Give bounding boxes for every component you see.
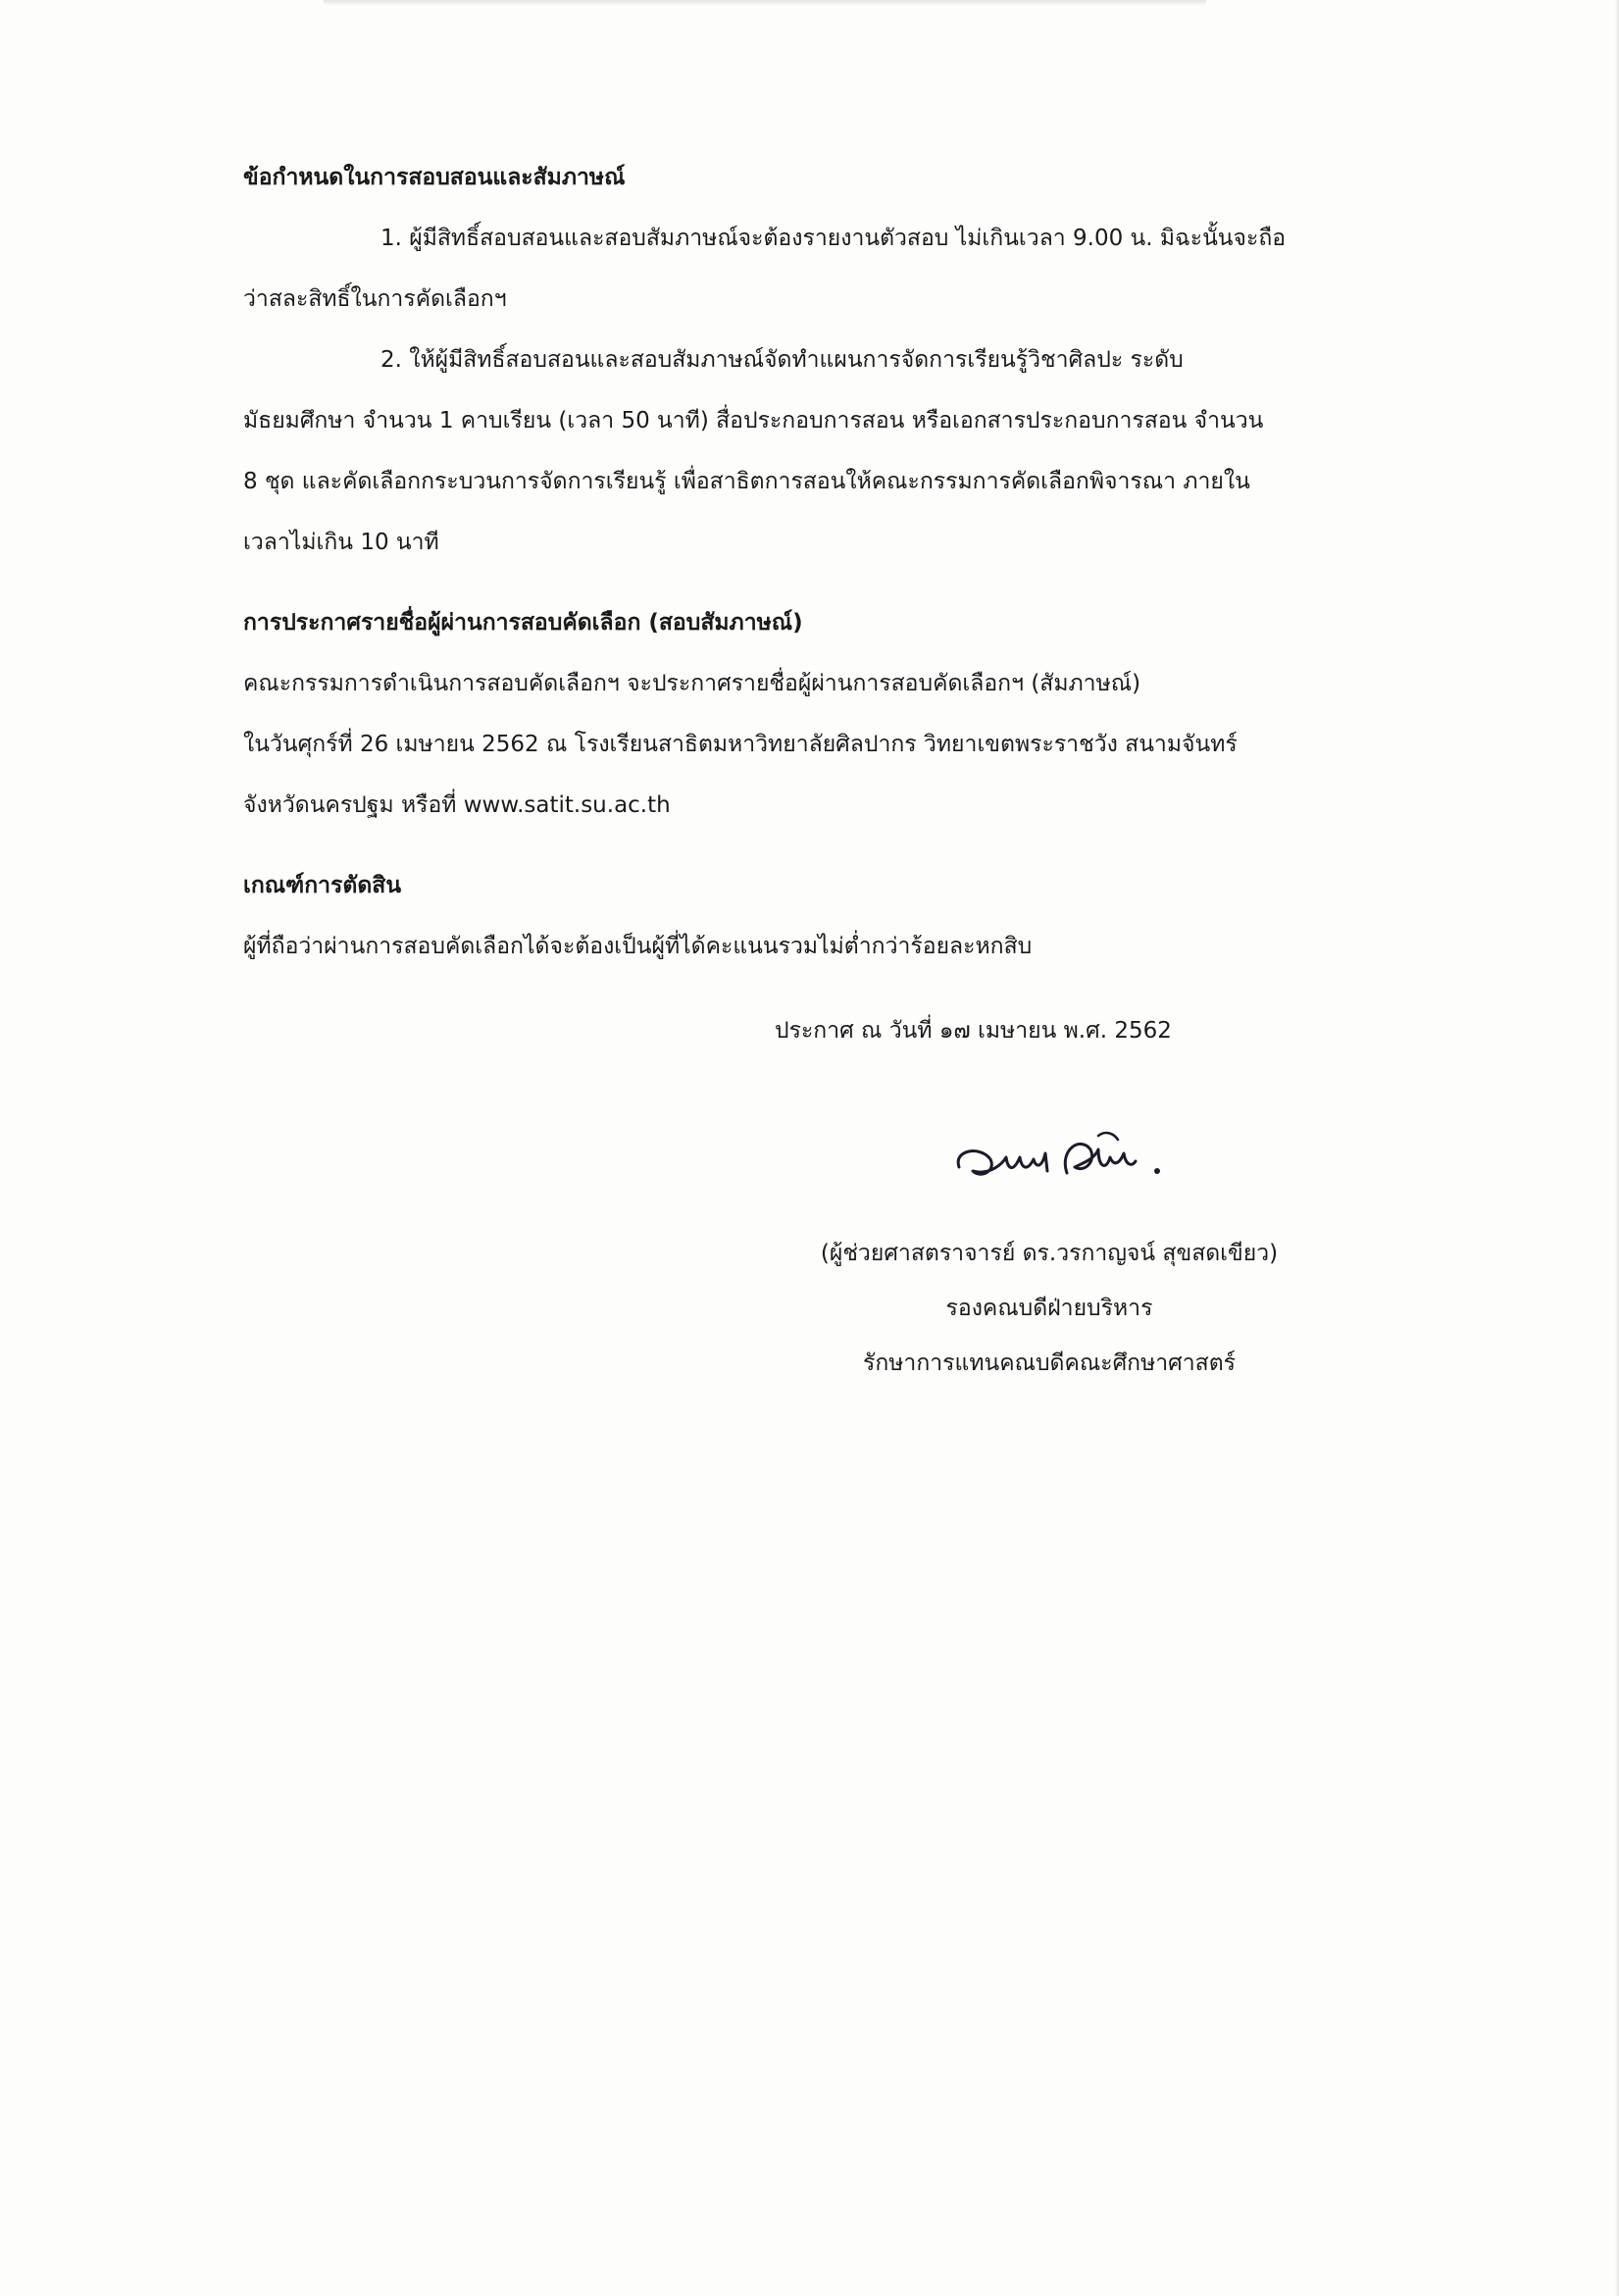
scan-shadow-top — [324, 0, 1206, 6]
signatory-name: (ผู้ช่วยศาสตราจารย์ ดร.วรกาญจน์ สุขสดเขียว) — [820, 1241, 1279, 1266]
announcement-line-3: จังหวัดนครปฐม หรือที่ www.satit.su.ac.th — [243, 792, 671, 818]
spacer — [243, 836, 1391, 855]
signatory-position-1: รองคณบดีฝ่ายบริหาร — [945, 1296, 1153, 1321]
criteria-heading: เกณฑ์การตัดสิน — [243, 873, 402, 898]
requirement-2-line-1: 2. ให้ผู้มีสิทธิ์สอบสอนและสอบสัมภาษณ์จัดทำแผนการจัดการเรียนรู้วิชาศิลปะ ระดับ — [380, 347, 1184, 373]
requirement-2-line-3: 8 ชุด และคัดเลือกกระบวนการจัดการเรียนรู้ เพื่อสาธิตการสอนให้คณะกรรมการคัดเลือกพิจารณา ภายใน — [243, 469, 1250, 494]
signatory-details — [775, 1226, 1324, 1391]
announcement-date: ประกาศ ณ วันที่ ๑๗ เมษายน พ.ศ. 2562 — [775, 1018, 1172, 1044]
announcement-line-1: คณะกรรมการดำเนินการสอบคัดเลือกฯ จะประกาศรายชื่อผู้ผ่านการสอบคัดเลือกฯ (สัมภาษณ์) — [243, 671, 1141, 696]
signature-block — [775, 1000, 1324, 1376]
handwritten-signature — [951, 1128, 1167, 1197]
spacer — [243, 573, 1391, 592]
scan-shadow-right — [1615, 0, 1619, 2296]
requirements-heading: ข้อกำหนดในการสอบสอนและสัมภาษณ์ — [243, 165, 626, 190]
document-body — [243, 147, 1391, 977]
requirement-2-line-4: เวลาไม่เกิน 10 นาที — [243, 530, 439, 555]
signatory-position-2: รักษาการแทนคณบดีคณะศึกษาศาสตร์ — [862, 1351, 1237, 1376]
criteria-line-1: ผู้ที่ถือว่าผ่านการสอบคัดเลือกได้จะต้องเป็นผู้ที่ได้คะแนนรวมไม่ต่ำกว่าร้อยละหกสิบ — [243, 934, 1033, 959]
requirement-1-line-1: 1. ผู้มีสิทธิ์สอบสอนและสอบสัมภาษณ์จะต้องรายงานตัวสอบ ไม่เกินเวลา 9.00 น. มิฉะนั้นจะถือ — [380, 226, 1287, 251]
requirement-1-line-2: ว่าสละสิทธิ์ในการคัดเลือกฯ — [243, 286, 507, 312]
requirement-2-line-2: มัธยมศึกษา จำนวน 1 คาบเรียน (เวลา 50 นาที) สื่อประกอบการสอน หรือเอกสารประกอบการสอน จำนวน — [243, 408, 1264, 434]
announcement-line-2: ในวันศุกร์ที่ 26 เมษายน 2562 ณ โรงเรียนสาธิตมหาวิทยาลัยศิลปากร วิทยาเขตพระราชวัง สนามจันทร์ — [243, 732, 1238, 757]
announcement-heading: การประกาศรายชื่อผู้ผ่านการสอบคัดเลือก (สอบสัมภาษณ์) — [243, 610, 803, 636]
